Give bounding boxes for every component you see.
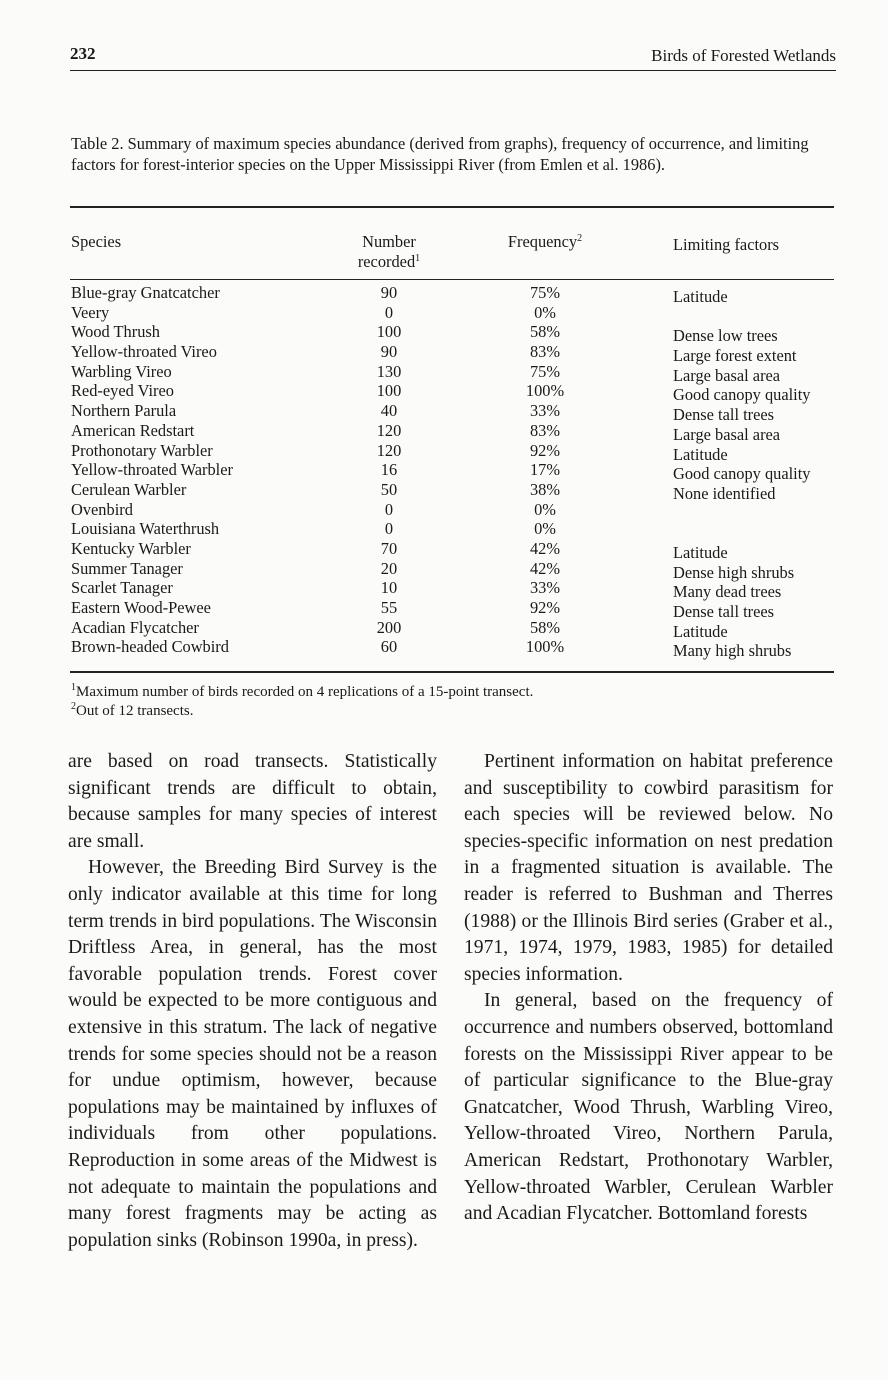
column-header-limiting-factors: Limiting factors	[673, 235, 780, 254]
running-head: Birds of Forested Wetlands	[651, 46, 836, 65]
table-row	[0, 598, 888, 621]
cell-frequency: 38%	[529, 479, 561, 499]
column-header-number-line2: recorded	[357, 252, 416, 271]
table-row	[0, 460, 888, 484]
cell-species: Yellow-throated Vireo	[71, 342, 217, 362]
cell-species: Warbling Vireo	[71, 361, 172, 381]
cell-frequency: 33%	[529, 578, 561, 598]
page-number: 232	[70, 44, 96, 63]
table-bottom-rule	[70, 671, 834, 673]
column-header-number-line1: Number	[362, 232, 416, 251]
footnote-1-mark: 1	[71, 682, 76, 693]
cell-frequency: 0%	[534, 499, 556, 519]
table-body	[0, 283, 888, 661]
cell-number: 0	[384, 499, 394, 519]
table-row	[0, 303, 888, 323]
cell-frequency: 0%	[534, 302, 556, 322]
cell-number: 100	[376, 381, 402, 401]
cell-species: Blue-gray Gnatcatcher	[71, 283, 220, 302]
table-row	[0, 283, 888, 306]
cell-number: 50	[380, 479, 398, 499]
cell-limiting-factor: Large basal area	[673, 365, 781, 385]
cell-frequency: 0%	[534, 519, 556, 539]
cell-number: 120	[376, 420, 402, 440]
table-row	[0, 361, 888, 385]
cell-limiting-factor: Good canopy quality	[673, 385, 811, 405]
cell-frequency: 100%	[525, 381, 565, 401]
footnote-mark-2: 2	[577, 233, 583, 244]
cell-frequency: 58%	[529, 322, 561, 342]
cell-limiting-factor: Large basal area	[673, 424, 781, 444]
body-paragraph: are based on road transects. Statistically significant trends are difficult to obtain, because samples for many species of interest are small.	[68, 751, 437, 852]
table-row	[0, 322, 888, 346]
cell-limiting-factor: Many dead trees	[673, 582, 782, 602]
cell-number: 20	[380, 558, 398, 578]
cell-number: 130	[376, 361, 402, 381]
cell-species: Acadian Flycatcher	[71, 617, 199, 637]
cell-species: Summer Tanager	[71, 558, 183, 578]
table-header-rule	[70, 279, 834, 280]
cell-number: 70	[380, 538, 398, 558]
cell-species: Yellow-throated Warbler	[71, 460, 233, 480]
cell-limiting-factor: Dense tall trees	[673, 405, 775, 425]
table-top-rule	[70, 206, 834, 208]
cell-number: 0	[384, 302, 394, 322]
cell-frequency: 17%	[529, 460, 561, 480]
table-row	[0, 440, 888, 464]
cell-frequency: 42%	[529, 538, 561, 558]
footnote-1-text: Maximum number of birds recorded on 4 replications of a 15-point transect.	[76, 684, 534, 700]
table-row	[0, 578, 888, 602]
table-row	[0, 500, 888, 520]
cell-limiting-factor: Dense low trees	[673, 326, 778, 346]
cell-frequency: 58%	[529, 617, 561, 637]
cell-limiting-factor: None identified	[673, 483, 776, 503]
table-caption: Table 2. Summary of maximum species abundance (derived from graphs), frequency of occurrence, and limiting factors for forest-interior species on the Upper Mississippi River (from Emlen et al. 1986).	[71, 134, 809, 174]
table-row	[0, 479, 888, 503]
cell-limiting-factor: Latitude	[673, 542, 728, 562]
cell-number: 55	[380, 598, 398, 617]
cell-species: Louisiana Waterthrush	[71, 519, 220, 539]
cell-limiting-factor: Latitude	[673, 621, 728, 641]
cell-number: 200	[376, 617, 402, 637]
cell-limiting-factor: Latitude	[673, 287, 728, 306]
cell-number: 0	[384, 519, 394, 539]
cell-limiting-factor: Good canopy quality	[673, 464, 811, 484]
cell-frequency: 75%	[529, 361, 561, 381]
body-paragraph: However, the Breeding Bird Survey is the only indicator available at this time for long term trends in bird populations. The Wisconsin Driftless Area, in general, has the most favorable population trends. Forest cover would be expected to be more contiguous and extensive in this stratum. The lack of negative trends for some species should not be a reason for undue optimism, however, because populations may be maintained by influxes of individuals from other populations. Reproduction in some areas of the Midwest is not adequate to maintain the populations and many forest fragments may be acting as population sinks (Robinson 1990a, in press).	[68, 857, 437, 1251]
table-footnote-2	[71, 702, 193, 721]
cell-species: Brown-headed Cowbird	[71, 637, 229, 657]
cell-species: Wood Thrush	[71, 322, 160, 342]
cell-number: 10	[380, 578, 398, 598]
cell-frequency: 75%	[529, 283, 561, 302]
cell-number: 90	[380, 342, 398, 362]
cell-limiting-factor: Dense high shrubs	[673, 562, 795, 582]
cell-limiting-factor: Dense tall trees	[673, 602, 775, 621]
cell-species: Eastern Wood-Pewee	[71, 598, 211, 617]
cell-frequency: 83%	[529, 342, 561, 362]
table-row	[0, 401, 888, 425]
column-header-frequency	[490, 232, 600, 252]
cell-species: Veery	[71, 302, 110, 322]
page-header	[70, 44, 836, 71]
body-left-column	[68, 749, 437, 1254]
cell-frequency: 92%	[529, 440, 561, 460]
cell-number: 40	[380, 401, 398, 421]
cell-frequency: 42%	[529, 558, 561, 578]
cell-number: 60	[380, 637, 398, 657]
cell-species: Cerulean Warbler	[71, 479, 187, 499]
footnote-2-text: Out of 12 transects.	[76, 703, 194, 719]
column-header-number	[325, 232, 453, 272]
cell-limiting-factor: Large forest extent	[673, 346, 797, 366]
table-row	[0, 381, 888, 405]
table-footnote-1	[71, 683, 533, 702]
cell-number: 90	[380, 283, 398, 302]
cell-species: Ovenbird	[71, 499, 133, 519]
cell-frequency: 33%	[529, 401, 561, 421]
table-row	[0, 342, 888, 366]
cell-number: 120	[376, 440, 402, 460]
table-row	[0, 519, 888, 539]
column-header-frequency-label: Frequency	[507, 232, 578, 251]
footnote-mark-1: 1	[415, 253, 421, 264]
table-row	[0, 558, 888, 582]
column-header-species: Species	[71, 232, 122, 251]
table-row	[0, 538, 888, 562]
cell-species: Scarlet Tanager	[71, 578, 173, 598]
table-row	[0, 617, 888, 641]
footnote-2-mark: 2	[71, 701, 76, 712]
body-paragraph: Pertinent information on habitat preference and susceptibility to cowbird parasitism for each species will be reviewed below. No species-specific information on nest predation in a fragmented situation is available. The reader is referred to Bushman and Therres (1988) or the Illinois Bird series (Graber et al., 1971, 1974, 1979, 1983, 1985) for detailed species information.	[464, 751, 833, 985]
cell-species: Red-eyed Vireo	[71, 381, 174, 401]
table-row	[0, 637, 888, 661]
cell-frequency: 83%	[529, 420, 561, 440]
cell-limiting-factor: Latitude	[673, 444, 728, 464]
cell-number: 100	[376, 322, 402, 342]
cell-frequency: 100%	[525, 637, 565, 657]
cell-species: Prothonotary Warbler	[71, 440, 213, 460]
cell-number: 16	[380, 460, 398, 480]
cell-frequency: 92%	[529, 598, 561, 617]
cell-species: Northern Parula	[71, 401, 177, 421]
cell-species: Kentucky Warbler	[71, 538, 191, 558]
cell-species: American Redstart	[71, 420, 195, 440]
body-right-column	[464, 749, 833, 1228]
table-row	[0, 420, 888, 444]
body-paragraph: In general, based on the frequency of occurrence and numbers observed, bottomland forests on the Mississippi River appear to be of particular significance to the Blue-gray Gnatcatcher, Wood Thrush, Warbling Vireo, Yellow-throated Vireo, Northern Parula, American Redstart, Prothonotary Warbler, Yellow-throated Warbler, Cerulean Warbler and Acadian Flycatcher. Bottomland forests	[464, 990, 833, 1225]
cell-limiting-factor: Many high shrubs	[673, 641, 792, 661]
